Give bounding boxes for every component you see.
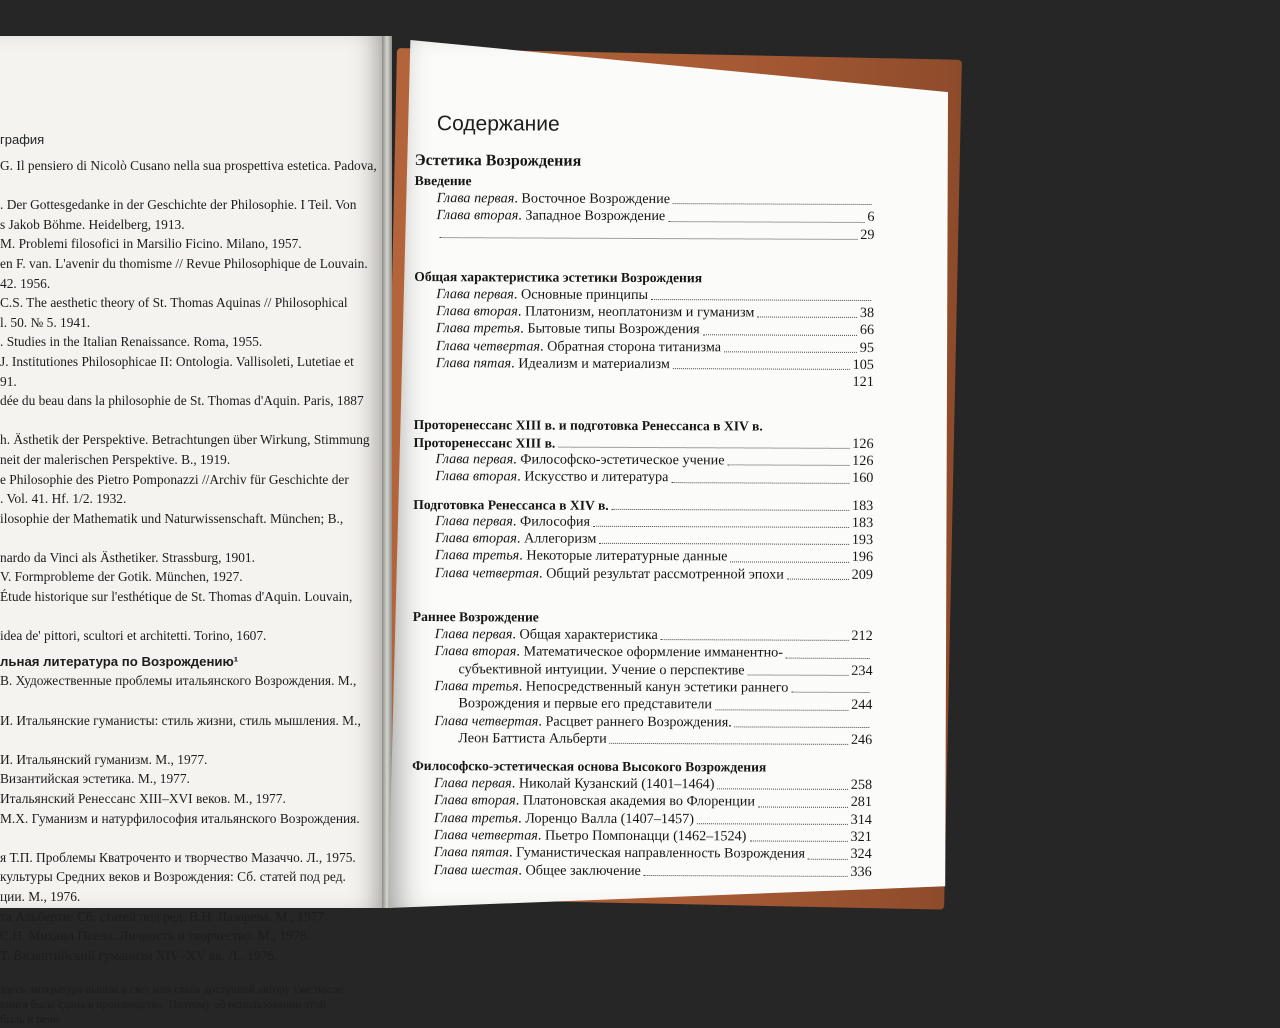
toc-row	[412, 678, 872, 697]
toc-chapter-title: . Гуманистическая направленность Возрождения	[509, 844, 806, 863]
bibliography-section-heading: льная литература по Возрождению¹	[0, 653, 239, 669]
bibliography-entry: ции. М., 1976.	[0, 888, 81, 904]
toc-page-number: 209	[851, 566, 874, 583]
toc-chapter-title: . Основные принципы	[513, 286, 649, 303]
toc-chapter-title: . Идеализм и материализм	[511, 355, 670, 373]
toc-row	[412, 792, 872, 811]
bibliography-entry	[0, 528, 352, 548]
toc-chapter-title: . Западное Возрождение	[518, 207, 666, 225]
toc-chapter-label: Глава четвертая	[433, 827, 538, 844]
toc-row	[413, 565, 873, 584]
toc-chapter-label: Глава вторая	[435, 468, 518, 485]
bibliography-entry: e Philosophie des Pietro Pomponazzi //Archiv für Geschichte der	[0, 471, 349, 487]
bibliography-entry	[0, 607, 352, 627]
toc-chapter-title: . Общее заключение	[518, 862, 641, 879]
toc-chapter-label: Глава шестая	[433, 861, 519, 879]
toc-row	[412, 810, 872, 829]
bibliography-entry	[0, 730, 352, 750]
toc-row	[412, 775, 872, 794]
bibliography-entry: M. Problemi filosofici in Marsilio Ficino. Milano, 1957.	[0, 236, 302, 252]
toc-row	[414, 303, 874, 322]
bibliography-entry	[0, 411, 352, 431]
bibliography-entry: 42. 1956.	[0, 275, 51, 291]
toc-page-number: 258	[850, 777, 873, 794]
toc-row	[413, 643, 873, 662]
toc-row-continuation	[413, 661, 873, 680]
toc-chapter-label: Глава третья	[435, 547, 520, 564]
toc-page-number: 183	[851, 497, 874, 514]
toc-chapter-label: Глава первая	[434, 775, 512, 792]
toc-page-number: 281	[850, 794, 873, 811]
toc-page-number: 126	[852, 452, 874, 469]
toc-section-heading: Общая характеристика эстетики Возрождения	[414, 268, 703, 286]
bibliography-entry: та Альберти: Сб. статей под ред. В.Н. Лазарева. М., 1977.	[0, 908, 328, 924]
toc-chapter-label: Глава третья	[434, 678, 519, 695]
bibliography-entry: В. Художественные проблемы итальянского Возрождения. М.,	[0, 673, 357, 689]
bibliography-entry: h. Ästhetik der Perspektive. Betrachtungen über Wirkung, Stimmung	[0, 432, 370, 448]
toc-row	[414, 286, 874, 305]
toc-chapter-title: . Обратная сторона титанизма	[540, 338, 722, 356]
toc-chapter-label: Глава пятая	[433, 844, 510, 861]
toc-chapter-label: Глава пятая	[435, 355, 512, 372]
bibliography-entry: М.Х. Гуманизм и натурфилософия итальянского Возрождения.	[0, 810, 360, 826]
bibliography-entry: . Studies in the Italian Renaissance. Roma, 1955.	[0, 334, 263, 350]
toc-row	[414, 225, 874, 244]
bibliography-entry: en F. van. L'avenir du thomisme // Revue Philosophique de Louvain.	[0, 255, 368, 271]
toc-chapter-title: . Лоренцо Валла (1407–1457)	[518, 810, 695, 827]
toc-chapter-title: . Некоторые литературные данные	[519, 547, 728, 565]
bibliography-entry: dée du beau dans la philosophie de St. Thomas d'Aquin. Paris, 1887	[0, 393, 364, 409]
toc-row-continuation	[412, 730, 872, 749]
toc-page-number: 38	[859, 305, 875, 322]
toc-page-number: 126	[852, 435, 874, 452]
toc-row	[412, 862, 872, 881]
toc-row	[413, 530, 873, 549]
toc-chapter-title: . Общий результат рассмотренной эпохи	[539, 565, 784, 583]
toc-chapter-title: . Непосредственный канун эстетики раннего	[518, 678, 789, 696]
toc-page-number: 105	[852, 356, 874, 374]
toc-chapter-title: . Платонизм, неоплатонизм и гуманизм	[517, 303, 755, 321]
toc-chapter-title: Возрождения и первые его представители	[458, 695, 713, 713]
bibliography-entry	[0, 176, 352, 196]
toc-chapter-title: . Восточное Возрождение	[514, 190, 671, 208]
toc-row	[412, 713, 872, 732]
toc-page-number: 212	[851, 627, 873, 645]
toc-chapter-title: . Бытовые типы Возрождения	[520, 320, 700, 338]
footnote-line: книга была сдана в производство. Поэтому об использовании этой	[0, 999, 326, 1012]
toc-chapter-label: Глава первая	[435, 451, 514, 468]
toc-page-number: 234	[851, 662, 873, 679]
bibliography-entry	[0, 691, 352, 711]
toc-chapter-label: Глава четвертая	[434, 712, 539, 730]
bibliography-entry: я Т.П. Проблемы Кватроченто и творчество Мазаччо. Л., 1975.	[0, 849, 356, 865]
toc-chapter-label: Глава первая	[434, 626, 513, 643]
toc-subsection-list	[413, 451, 873, 488]
toc-page-number: 183	[851, 514, 874, 531]
toc-section-early	[412, 626, 873, 749]
toc-section-heading: Раннее Возрождение	[412, 609, 539, 625]
toc-subsection-row	[413, 496, 873, 515]
book-gutter	[382, 36, 392, 908]
bibliography-list	[0, 156, 377, 1028]
toc-subsection-title: Проторенессанс XIII в.	[413, 434, 556, 451]
toc-row	[414, 320, 874, 339]
toc-page-number: 95	[859, 339, 875, 356]
toc-row	[414, 355, 874, 374]
toc-row	[415, 207, 875, 226]
toc-page-number: 160	[852, 470, 874, 487]
toc-section-heading: Введение	[414, 172, 472, 189]
bibliography-entry: Византийская эстетика. М., 1977.	[0, 771, 190, 787]
toc-chapter-label: Глава третья	[433, 809, 519, 827]
toc-row	[413, 626, 873, 645]
toc-row	[413, 451, 873, 470]
left-page	[0, 36, 385, 1027]
toc-section-heading: Философско-эстетическая основа Высокого Возрождения	[412, 758, 767, 775]
toc-subsection-list	[413, 513, 873, 584]
bibliography-entry: J. Institutiones Philosophicae II: Ontologia. Vallisoleti, Lutetiae et	[0, 353, 354, 369]
bibliography-entry: С.Н. Михаил Пселл. Личность и творчество. М., 1978.	[0, 928, 310, 944]
toc-section-high	[412, 775, 872, 881]
toc-section-intro	[414, 190, 874, 244]
toc-chapter-label: Глава первая	[435, 512, 513, 530]
bibliography-entry: . Vol. 41. Hf. 1/2. 1932.	[0, 491, 127, 507]
toc-page-number: 66	[859, 322, 875, 339]
toc-section-general	[414, 286, 874, 374]
bibliography-entry: 91.	[0, 373, 17, 389]
toc-row	[414, 338, 874, 357]
bibliography-entry: И. Итальянские гуманисты: стиль жизни, стиль мышления. М.,	[0, 712, 361, 728]
toc-chapter-label: Глава четвертая	[435, 337, 541, 355]
toc-chapter-label: Глава первая	[436, 190, 515, 207]
toc-chapter-title: . Философия	[512, 513, 591, 530]
toc-row	[414, 372, 874, 391]
toc-chapter-label: Глава вторая	[436, 207, 519, 224]
toc-page-number: 6	[867, 209, 875, 226]
bibliography-entry: s Jakob Böhme. Heidelberg, 1913.	[0, 216, 185, 232]
toc-chapter-label: Глава первая	[436, 285, 514, 303]
toc-page-number: 193	[851, 532, 874, 549]
bibliography-entry	[0, 828, 352, 848]
bibliography-entry: И. Итальянский гуманизм. М., 1977.	[0, 751, 208, 767]
bibliography-entry: ilosophie der Mathematik und Naturwissenschaft. München; B.,	[0, 510, 344, 526]
toc-row-continuation	[412, 695, 872, 714]
toc-page-number: 121	[852, 374, 874, 391]
bibliography-entry: Étude historique sur l'esthétique de St. Thomas d'Aquin. Louvain,	[0, 589, 353, 605]
bibliography-entry: Т. Византийский гуманизм XIV–XV вв. Л., 1976.	[0, 947, 278, 963]
toc-chapter-title: . Пьетро Помпонацци (1462–1524)	[537, 827, 747, 845]
toc-chapter-title: . Философско-эстетическое учение	[513, 451, 725, 469]
toc-page-number: 246	[850, 731, 873, 748]
toc-subsection-row	[414, 434, 874, 453]
bibliography-entry: G. Il pensiero di Nicolò Cusano nella sua prospettiva estetica. Padova,	[0, 158, 377, 173]
page-title: Содержание	[436, 112, 560, 136]
bibliography-entry: V. Formprobleme der Gotik. München, 1927.	[0, 569, 243, 585]
toc-row	[413, 468, 873, 487]
toc-page-number: 314	[850, 811, 872, 828]
toc-row	[415, 190, 875, 209]
toc-page-number: 321	[850, 828, 872, 846]
toc-main-heading: Эстетика Возрождения	[414, 151, 582, 170]
toc-chapter-title: субъективной интуиции. Учение о перспективе	[458, 660, 745, 679]
bibliography-entry: idea de' pittori, scultori et architetti. Torino, 1607.	[0, 628, 267, 644]
toc-page-number: 196	[851, 549, 874, 566]
toc-row	[413, 513, 873, 532]
bibliography-entry: культуры Средних веков и Возрождения: Сб. статей под ред.	[0, 869, 346, 885]
toc-page-number: 336	[850, 863, 872, 880]
footnote-line: здесь литература вышла в свет или стала доступной автору уже после	[0, 984, 343, 997]
toc-row	[412, 844, 872, 863]
toc-section-heading: Проторенессанс XIII в. и подготовка Ренессанса в XIV в.	[413, 416, 763, 434]
toc-chapter-title: . Платоновская академия во Флоренции	[515, 792, 756, 810]
toc-chapter-title: . Аллегоризм	[516, 530, 597, 547]
bibliography-entry: neit der malerischen Perspektive. B., 1919.	[0, 451, 231, 467]
toc-chapter-label: Глава вторая	[435, 530, 517, 547]
toc-chapter-label: Глава четвертая	[434, 564, 540, 582]
toc-page-number: 244	[851, 697, 873, 714]
toc-row	[413, 547, 873, 566]
toc-chapter-title: . Общая характеристика	[512, 626, 658, 644]
toc-chapter-label: Глава вторая	[436, 303, 518, 320]
toc-chapter-title: . Математическое оформление имманентно-	[516, 643, 784, 661]
bibliography-entry: C.S. The aesthetic theory of St. Thomas Aquinas // Philosophical	[0, 295, 348, 311]
left-running-head: графия	[0, 132, 45, 147]
bibliography-entry: Итальянский Ренессанс XIII–XVI веков. М., 1977.	[0, 791, 286, 806]
toc-chapter-label: Глава вторая	[434, 643, 517, 660]
bibliography-entry: . Der Gottesgedanke in der Geschichte der Philosophie. I Teil. Von	[0, 197, 357, 213]
footnote-line: быль и речи.	[0, 1014, 62, 1027]
toc-chapter-label: Глава вторая	[433, 792, 516, 809]
toc-chapter-title: . Искусство и литература	[517, 468, 669, 486]
bibliography-entry: l. 50. № 5. 1941.	[0, 314, 91, 330]
toc-chapter-label: Глава третья	[436, 320, 521, 337]
toc-subsection-title: Подготовка Ренессанса в XIV в.	[413, 496, 609, 513]
toc-row	[412, 827, 872, 846]
toc-page-number: 324	[850, 846, 872, 863]
toc-chapter-title: . Николай Кузанский (1401–1464)	[511, 775, 715, 793]
table-of-contents	[412, 112, 875, 881]
toc-chapter-title: Леон Баттиста Альберти	[458, 730, 607, 747]
bibliography-entry: nardo da Vinci als Ästhetiker. Strassburg, 1901.	[0, 549, 255, 565]
toc-chapter-title: . Расцвет раннего Возрождения.	[538, 713, 732, 730]
toc-page-number: 29	[860, 226, 875, 243]
